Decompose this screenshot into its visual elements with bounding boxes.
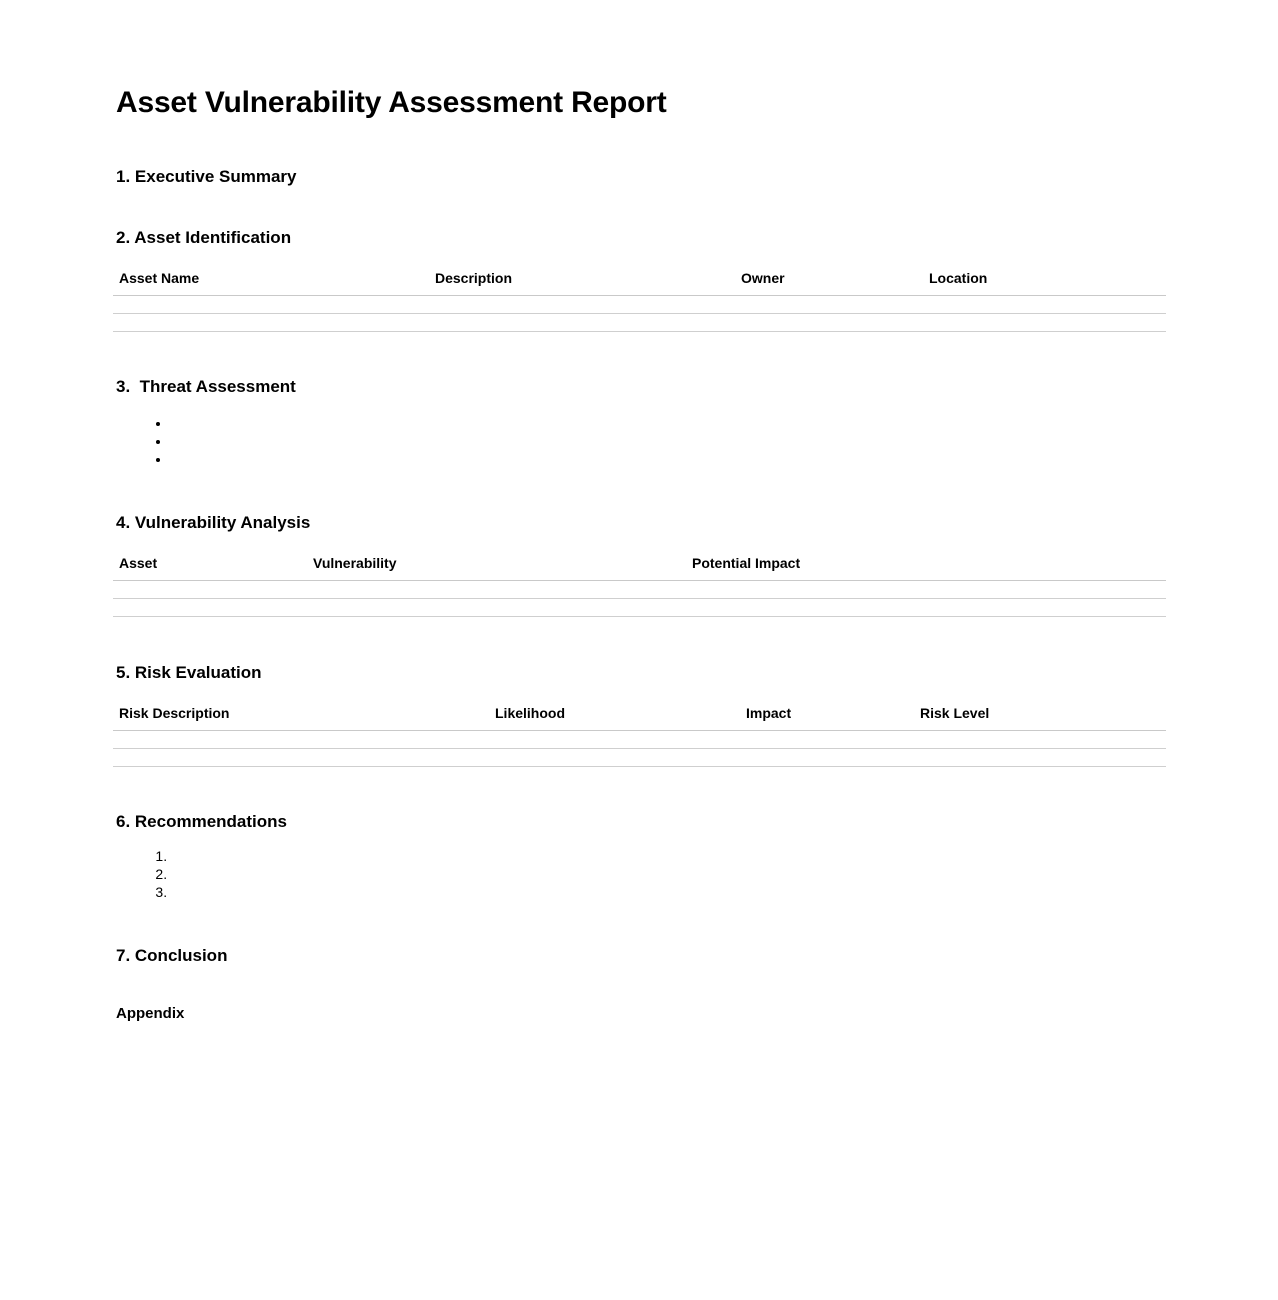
table-cell[interactable]	[746, 731, 920, 749]
table-cell[interactable]	[495, 749, 746, 767]
table-cell[interactable]	[929, 314, 1166, 332]
table-cell[interactable]	[929, 296, 1166, 314]
vulnerability-analysis-table	[113, 555, 1166, 617]
table-cell[interactable]	[692, 599, 1166, 617]
column-header-location: Location	[929, 270, 1166, 296]
risk-evaluation-table	[113, 705, 1166, 767]
table-cell[interactable]	[313, 581, 692, 599]
table-cell[interactable]	[746, 749, 920, 767]
table-cell[interactable]	[113, 749, 495, 767]
column-header-risk-level: Risk Level	[920, 705, 1166, 731]
table-header-row	[113, 705, 1166, 731]
column-header-asset-name: Asset Name	[113, 270, 435, 296]
column-header-likelihood: Likelihood	[495, 705, 746, 731]
table-row[interactable]	[113, 296, 1166, 314]
table-cell[interactable]	[920, 731, 1166, 749]
table-cell[interactable]	[435, 296, 741, 314]
table-row[interactable]	[113, 749, 1166, 767]
table-cell[interactable]	[692, 581, 1166, 599]
list-item[interactable]	[171, 432, 1166, 450]
table-cell[interactable]	[495, 731, 746, 749]
asset-identification-table	[113, 270, 1166, 332]
column-header-impact: Impact	[746, 705, 920, 731]
table-row[interactable]	[113, 731, 1166, 749]
list-item[interactable]	[171, 414, 1166, 432]
list-item[interactable]	[171, 865, 1166, 883]
table-cell[interactable]	[435, 314, 741, 332]
page-title: Asset Vulnerability Assessment Report	[116, 86, 667, 119]
column-header-owner: Owner	[741, 270, 929, 296]
section-heading-executive-summary: 1. Executive Summary	[116, 166, 297, 186]
table-cell[interactable]	[741, 314, 929, 332]
table-row[interactable]	[113, 581, 1166, 599]
section-heading-asset-identification: 2. Asset Identification	[116, 227, 292, 247]
table-cell[interactable]	[741, 296, 929, 314]
column-header-risk-description: Risk Description	[113, 705, 495, 731]
table-row[interactable]	[113, 599, 1166, 617]
section-heading-appendix: Appendix	[116, 1005, 185, 1023]
section-heading-threat-assessment: 3. Threat Assessment	[116, 377, 296, 397]
table-cell[interactable]	[113, 731, 495, 749]
list-item[interactable]	[171, 883, 1166, 901]
table-cell[interactable]	[113, 581, 313, 599]
list-item[interactable]	[171, 450, 1166, 468]
column-header-description: Description	[435, 270, 741, 296]
column-header-asset: Asset	[113, 555, 313, 581]
section-heading-risk-evaluation: 5. Risk Evaluation	[116, 663, 262, 683]
table-cell[interactable]	[113, 314, 435, 332]
table-header-row	[113, 270, 1166, 296]
table-header-row	[113, 555, 1166, 581]
table-cell[interactable]	[920, 749, 1166, 767]
table-cell[interactable]	[113, 296, 435, 314]
section-heading-recommendations: 6. Recommendations	[116, 812, 287, 832]
column-header-potential-impact: Potential Impact	[692, 555, 1166, 581]
section-heading-conclusion: 7. Conclusion	[116, 945, 228, 965]
document-body	[113, 86, 1166, 1023]
table-cell[interactable]	[113, 599, 313, 617]
threat-assessment-list	[113, 414, 1166, 468]
column-header-vulnerability: Vulnerability	[313, 555, 692, 581]
recommendations-list	[113, 847, 1166, 901]
table-row[interactable]	[113, 314, 1166, 332]
table-cell[interactable]	[313, 599, 692, 617]
list-item[interactable]	[171, 847, 1166, 865]
section-heading-vulnerability-analysis: 4. Vulnerability Analysis	[116, 512, 311, 532]
